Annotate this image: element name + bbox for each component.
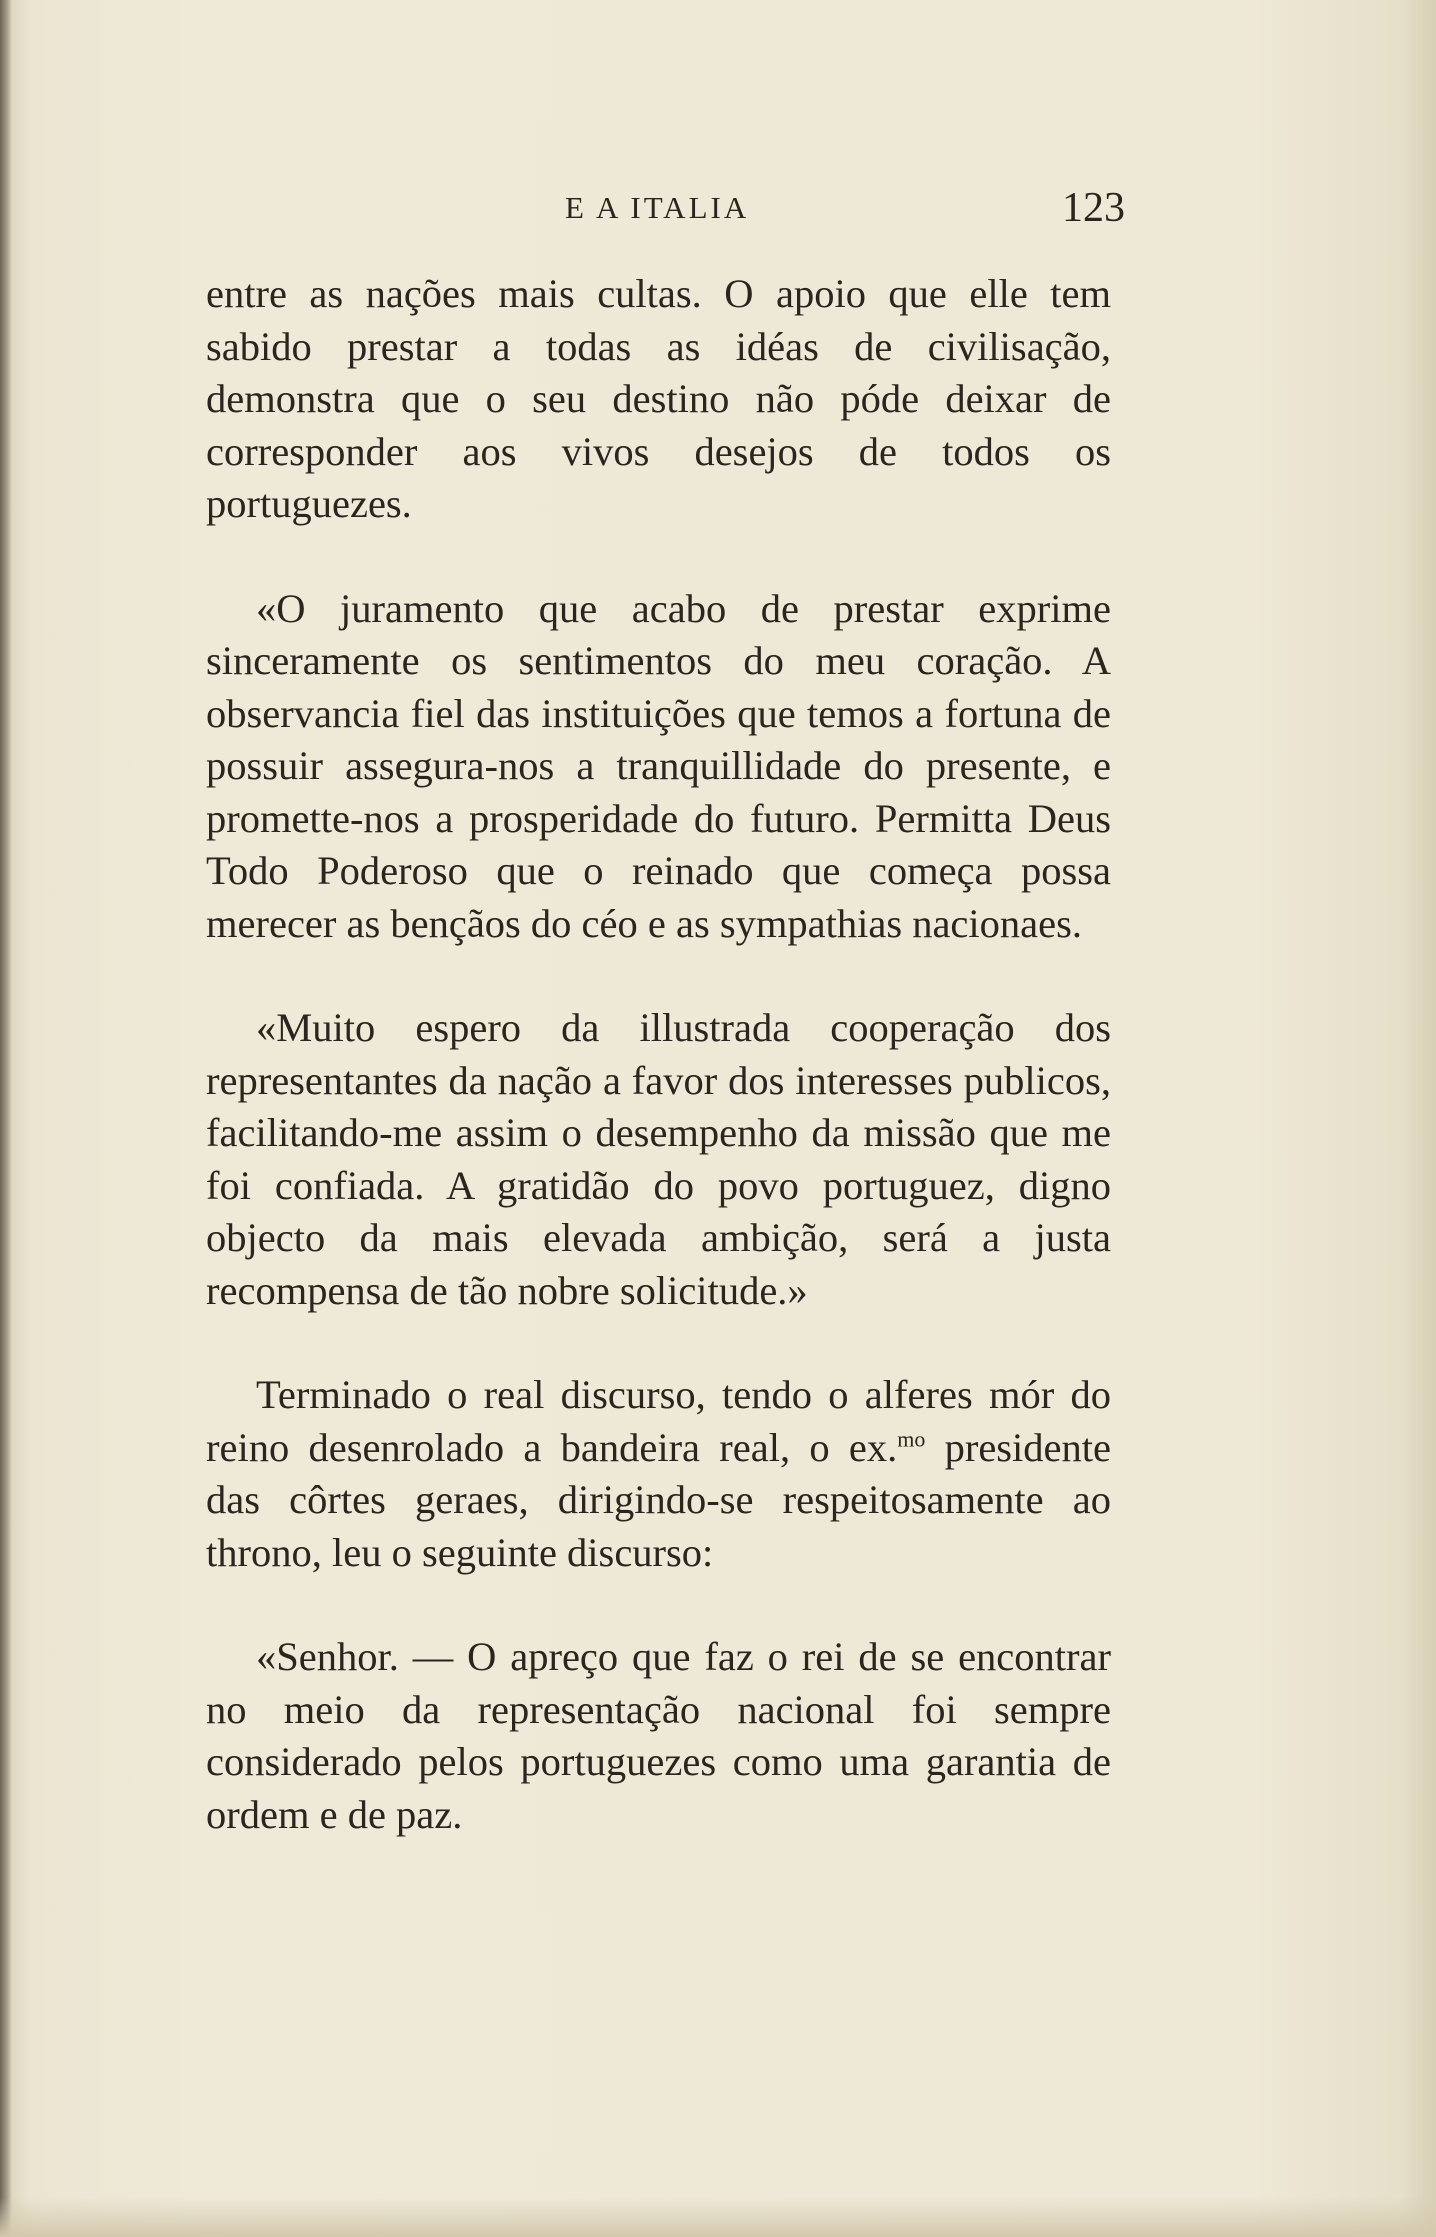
paragraph-2: «O juramento que acabo de prestar exprime sinceramente os sentimentos do meu coração. A observancia fiel das instituições que temos a fortuna de possuir assegura-nos a tranquillidade do presente, e promette-nos a prosperidade do futuro. Permitta Deus Todo Poderoso que o reinado que começa possa merecer as bençãos do céo e as sympathias nacionaes. xyxy=(206,585,1111,946)
superscript-mo: mo xyxy=(897,1426,926,1451)
paragraph-4-text-b: presidente das côrtes geraes, dirigindo-se respeitosamente ao throno, leu o seguinte discurso: xyxy=(206,1424,1112,1575)
paragraph-5: «Senhor. — O apreço que faz o rei de se encontrar no meio da representação nacional foi sempre considerado pelos portuguezes como uma garantia de ordem e de paz. xyxy=(206,1634,1111,1837)
body-text xyxy=(206,268,1111,1893)
paragraph-3: «Muito espero da illustrada cooperação dos representantes da nação a favor dos interesses publicos, facilitando-me assim o desempenho da missão que me foi confiada. A gratidão do povo portuguez, digno objecto da mais elevada ambição, será a justa recompensa de tão nobre solicitude.» xyxy=(206,1005,1111,1313)
running-head xyxy=(200,185,1125,240)
paragraph-4-text-a: Terminado o real discurso, tendo o alferes mór do reino desenrolado a bandeira real, o ex. xyxy=(206,1372,1111,1470)
paragraph-4 xyxy=(206,1369,1111,1579)
running-title: E A ITALIA xyxy=(565,190,750,225)
paragraph-1: entre as nações mais cultas. O apoio que elle tem sabido prestar a todas as idéas de civilisação, demonstra que o seu destino não póde deixar de corresponder aos vivos desejos de todos os portuguezes. xyxy=(206,271,1111,526)
page-number: 123 xyxy=(1062,185,1125,231)
